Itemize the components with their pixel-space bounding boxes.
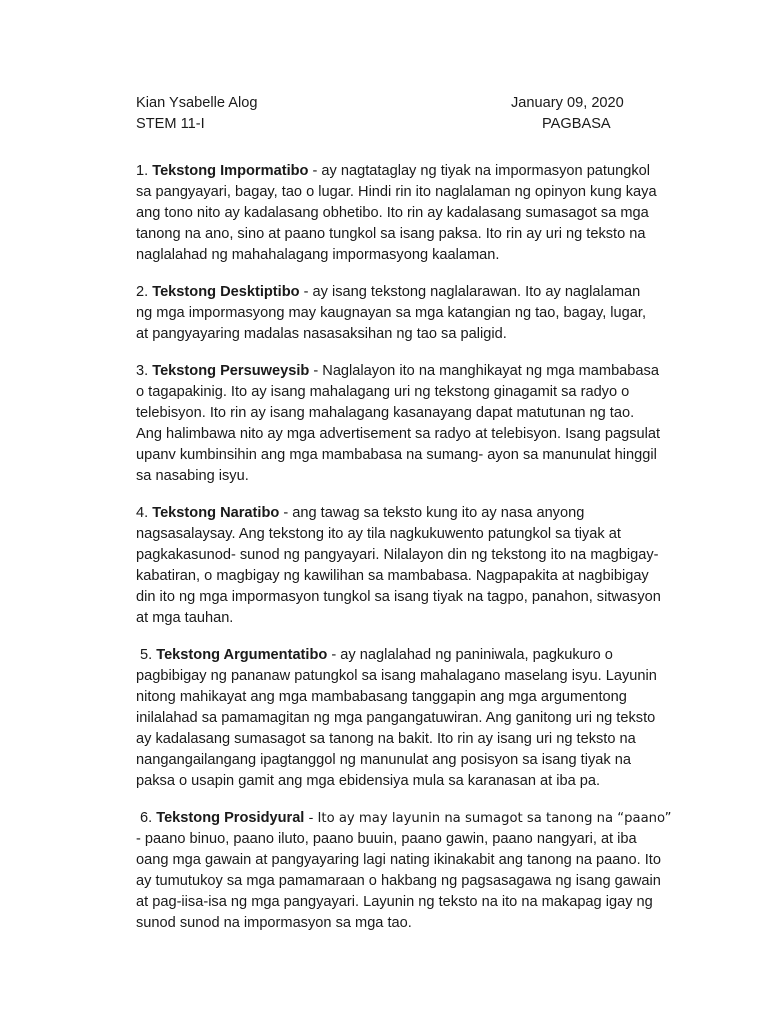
document-body [136, 161, 672, 950]
item-number: 6. [140, 810, 153, 826]
paragraph-line: at pangyayaring madalas nasasaksihan ng tao sa paligid. [136, 326, 507, 342]
paragraph-first-line [136, 503, 636, 524]
paragraph-line: upanv kumbinsihin ang mga mambabasa na sumang- ayon sa manunulat hinggil [136, 447, 657, 463]
paragraph-line: pagkakasunod- sunod ng pangyayari. Nilalayon din ng tekstong ito na magbigay- [136, 547, 659, 563]
paragraph-line: paksa o usapin gamit ang mga ebidensiya mula sa karanasan at iba pa. [136, 773, 601, 789]
paragraph-text: - ay isang tekstong naglalarawan. Ito ay naglalaman [299, 284, 641, 300]
paragraph-line: Ang halimbawa nito ay mga advertisement sa radyo at telebisyon. Isang pagsulat [136, 426, 661, 442]
subject-title: PAGBASA [542, 116, 611, 132]
paragraph-line: kabatiran, o magbigay ng kawilihan sa mambabasa. Nagpapakita at nagbibigay [136, 568, 649, 584]
paragraph-first-line [136, 282, 641, 303]
term-heading: Tekstong Prosidyural [156, 810, 305, 826]
item-number: 4. [136, 505, 149, 521]
paragraph-line: telebisyon. Ito rin ay isang mahalagang kasanayang dapat matutunan ng tao. [136, 405, 635, 421]
paragraph-line: sa pangyayari, bagay, tao o lugar. Hindi rin ito naglalaman ng opinyon kung kaya [136, 184, 657, 200]
item-number: 1. [136, 163, 149, 179]
header-left [136, 93, 257, 135]
paragraph-line: nitong mahikayat ang mga mambabasang tanggapin ang mga argumentong [136, 689, 627, 705]
paragraph-impormatibo [136, 161, 657, 266]
paragraph-line: oang mga gawain at pangyayaring lagi nating ikinakabit ang tanong na paano. Ito [136, 852, 661, 868]
item-number: 2. [136, 284, 149, 300]
header-right [511, 93, 624, 135]
term-heading: Tekstong Naratibo [152, 505, 280, 521]
paragraph-prosidyural [136, 808, 672, 934]
item-number: 5. [140, 647, 153, 663]
item-number: 3. [136, 363, 149, 379]
paragraph-line: - paano binuo, paano iluto, paano buuin, paano gawin, paano nangyari, at iba [136, 831, 637, 847]
paragraph-text: - Naglalayon ito na manghikayat ng mga mambabasa [309, 363, 659, 379]
paragraph-line: ay kadalasang sumasagot sa tanong na bakit. Ito rin ay isang uri ng teksto na [136, 731, 636, 747]
paragraph-persuweysib [136, 361, 661, 487]
paragraph-line: ang tono nito ay kadalasang obhetibo. Ito rin ay kadalasang sumasagot sa mga [136, 205, 649, 221]
paragraph-line: naglalahad ng mahahalagang impormasyong kaalaman. [136, 247, 500, 263]
term-heading: Tekstong Argumentatibo [156, 647, 328, 663]
term-heading: Tekstong Persuweysib [152, 363, 310, 379]
term-heading: Tekstong Impormatibo [152, 163, 309, 179]
paragraph-text: - ay naglalahad ng paniniwala, pagkukuro o [327, 647, 613, 663]
paragraph-text: - ay nagtataglay ng tiyak na impormasyon patungkol [308, 163, 650, 179]
paragraph-line: ay tumutukoy sa mga pamamaraan o hakbang ng pagsasagawa ng isang gawain [136, 873, 661, 889]
paragraph-line: at pag-iisa-isa ng mga pangyayari. Layunin ng teksto na ito na makapag igay ng [136, 894, 653, 910]
paragraph-deskriptibo [136, 282, 647, 345]
paragraph-line: inilalahad sa pamamagitan ng mga pangangatuwiran. Ang ganitong uri ng teksto [136, 710, 656, 726]
paragraph-first-line [136, 161, 650, 182]
paragraph-line: at mga tauhan. [136, 610, 234, 626]
paragraph-line: o tagapakinig. Ito ay isang mahalagang uri ng tekstong ginagamit sa radyo o [136, 384, 630, 400]
paragraph-first-line [136, 361, 659, 382]
paragraph-first-line [136, 645, 636, 666]
paragraph-line: sa nasabing isyu. [136, 468, 249, 484]
paragraph-text: - Ito ay may layunin na sumagot sa tanong na “paano” [304, 811, 672, 826]
student-section: STEM 11-I [136, 116, 205, 132]
paragraph-line: pagbibigay ng pananaw patungkol sa isang mahalagano maselang isyu. Layunin [136, 668, 657, 684]
paragraph-line: ng mga impormasyong may kaugnayan sa mga katangian ng tao, bagay, lugar, [136, 305, 647, 321]
term-heading: Tekstong Desktiptibo [152, 284, 300, 300]
student-name: Kian Ysabelle Alog [136, 95, 258, 111]
paragraph-line: din ito ng mga impormasyon tungkol sa isang tiyak na tagpo, panahon, sitwasyon [136, 589, 661, 605]
paragraph-line: nagsasalaysay. Ang tekstong ito ay tila nagkukuwento patungkol sa tiyak at [136, 526, 621, 542]
paragraph-naratibo [136, 503, 661, 629]
document-date: January 09, 2020 [511, 95, 624, 111]
paragraph-line: sunod sunod na impormasyon sa mga tao. [136, 915, 412, 931]
paragraph-line: tanong na ano, sino at paano tungkol sa isang paksa. Ito rin ay uri ng teksto na [136, 226, 646, 242]
paragraph-line: nangangailangang ipagtanggol ng manunulat ang posisyon sa isang tiyak na [136, 752, 631, 768]
paragraph-text: - ang tawag sa teksto kung ito ay nasa anyong [279, 505, 585, 521]
paragraph-argumentatibo [136, 645, 657, 792]
paragraph-first-line [136, 808, 672, 829]
